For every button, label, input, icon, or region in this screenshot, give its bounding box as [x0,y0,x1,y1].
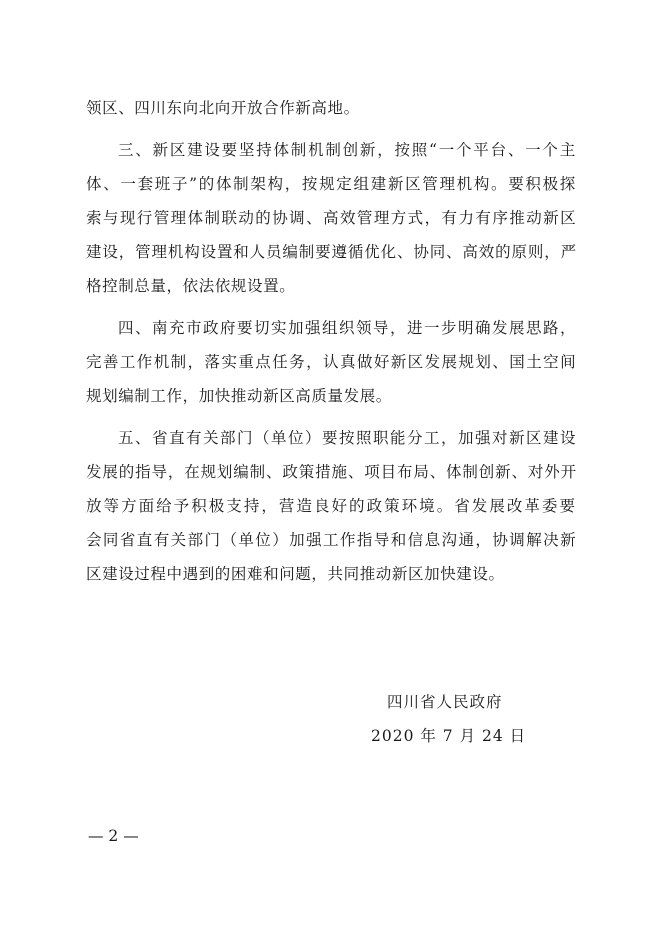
page-number: — 2 — [88,827,139,845]
signature-date: 2020 年 7 月 24 日 [371,727,527,745]
signature-organization: 四川省人民政府 [387,693,503,711]
body-line: 四、南充市政府要切实加强组织领导，进一步明确发展思路， [118,319,577,337]
body-line: 会同省直有关部门（单位）加强工作指导和信息沟通，协调解决新 [86,531,577,549]
body-line: 放等方面给予积极支持，营造良好的政策环境。省发展改革委要 [86,497,577,515]
body-line: 规划编制工作，加快推动新区高质量发展。 [86,387,392,405]
body-line: 格控制总量，依法依规设置。 [86,277,296,295]
body-line: 五、省直有关部门（单位）要按照职能分工，加强对新区建设 [118,429,577,447]
body-line: 体、一套班子”的体制架构，按规定组建新区管理机构。要积极探 [86,175,577,193]
body-line: 建设，管理机构设置和人员编制要遵循优化、协同、高效的原则，严 [86,243,577,261]
body-line: 三、新区建设要坚持体制机制创新，按照“一个平台、一个主 [118,141,577,159]
body-line: 区建设过程中遇到的困难和问题，共同推动新区加快建设。 [86,565,505,583]
body-line: 完善工作机制，落实重点任务，认真做好新区发展规划、国土空间 [86,353,577,371]
body-line: 索与现行管理体制联动的协调、高效管理方式，有力有序推动新区 [86,209,577,227]
body-line: 领区、四川东向北向开放合作新高地。 [86,99,360,117]
body-line: 发展的指导，在规划编制、政策措施、项目布局、体制创新、对外开 [86,463,577,481]
